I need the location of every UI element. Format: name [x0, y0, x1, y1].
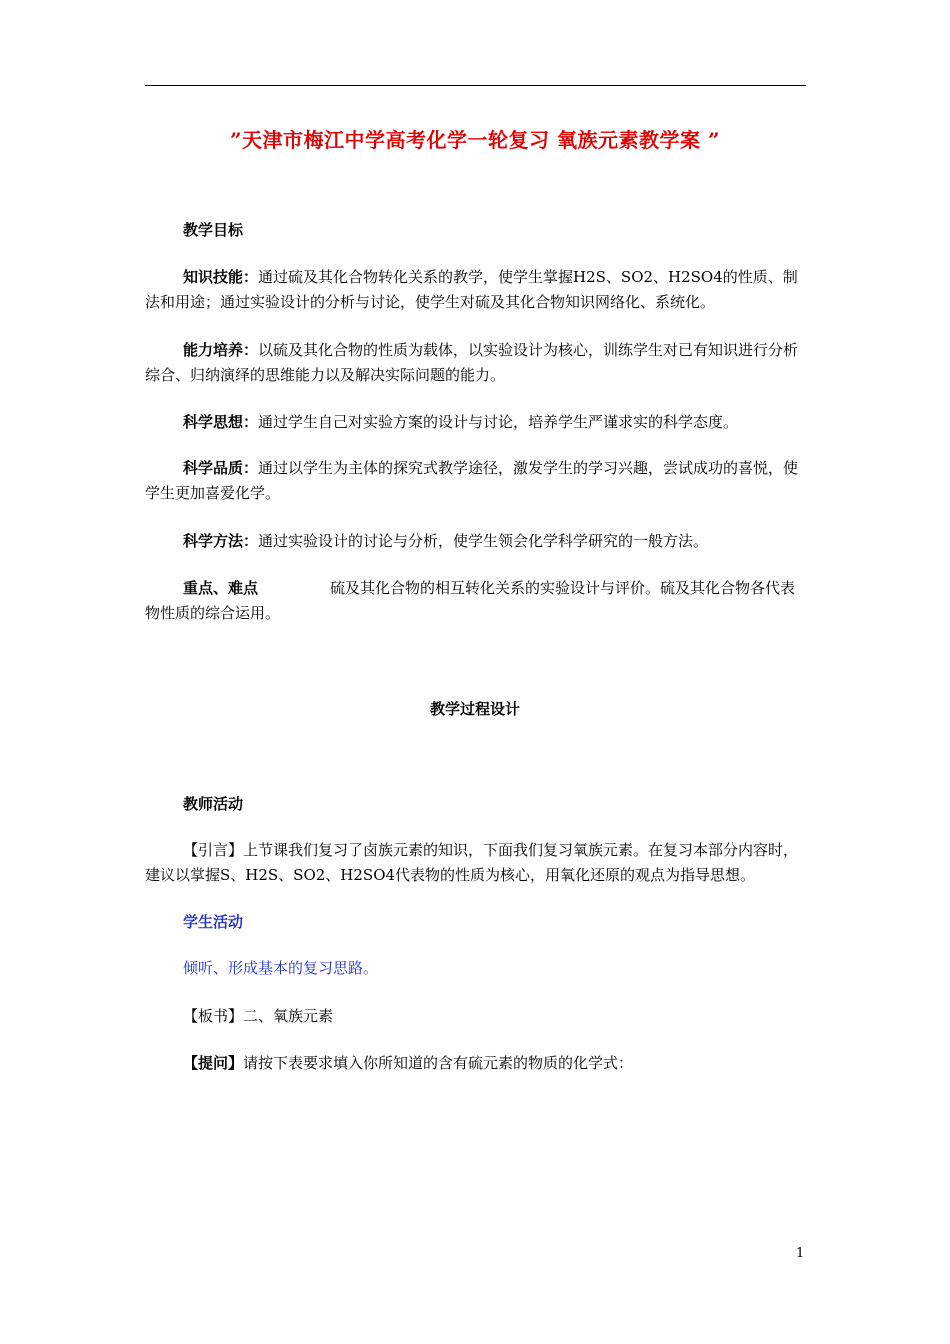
key-points-label: 重点、难点 — [183, 579, 259, 597]
quality-paragraph — [145, 456, 807, 506]
knowledge-label: 知识技能： — [183, 268, 259, 286]
process-heading: 教学过程设计 — [429, 700, 520, 718]
thinking-paragraph — [145, 410, 807, 435]
teacher-heading: 教师活动 — [183, 795, 244, 813]
ability-paragraph — [145, 338, 807, 388]
key-points-text: 硫及其化合物的相互转化关系的实验设计与评价。硫及其化合物各代表物性质的综合运用。 — [145, 579, 796, 622]
key-points-paragraph — [145, 576, 807, 626]
header-rule — [145, 85, 806, 86]
page-number: 1 — [796, 1246, 805, 1261]
quality-text: 通过以学生为主体的探究式教学途径，激发学生的学习兴趣，尝试成功的喜悦，使学生更加喜爱化学。 — [145, 459, 799, 502]
ability-label: 能力培养： — [183, 341, 259, 359]
intro-text: 上节课我们复习了卤族元素的知识，下面我们复习氧族元素。在复习本部分内容时，建议以掌握S、H2S、SO2、H2SO4代表物的性质为核心，用氧化还原的观点为指导思想。 — [145, 841, 799, 884]
question-text: 请按下表要求填入你所知道的含有硫元素的物质的化学式： — [243, 1054, 634, 1072]
method-label: 科学方法： — [183, 532, 259, 550]
student-heading: 学生活动 — [183, 913, 244, 931]
ability-text: 以硫及其化合物的性质为载体，以实验设计为核心，训练学生对已有知识进行分析综合、归纳演绎的思维能力以及解决实际问题的能力。 — [145, 341, 799, 384]
board-paragraph — [145, 1004, 807, 1029]
quality-label: 科学品质： — [183, 459, 259, 477]
thinking-label: 科学思想： — [183, 413, 259, 431]
knowledge-text: 通过硫及其化合物转化关系的教学，使学生掌握H2S、SO2、H2SO4的性质、制法和用途；通过实验设计的分析与讨论，使学生对硫及其化合物知识网络化、系统化。 — [145, 268, 798, 311]
board-text: 二、氧族元素 — [243, 1007, 334, 1025]
thinking-text: 通过学生自己对实验方案的设计与讨论，培养学生严谨求实的科学态度。 — [258, 413, 739, 431]
intro-paragraph — [145, 838, 807, 888]
goals-heading: 教学目标 — [183, 221, 244, 239]
intro-label: 【引言】 — [183, 841, 244, 859]
question-label: 【提问】 — [183, 1054, 244, 1072]
student-text: 倾听、形成基本的复习思路。 — [183, 959, 379, 977]
document-title: ”天津市梅江中学高考化学一轮复习 氧族元素教学案 ” — [230, 128, 720, 152]
method-text: 通过实验设计的讨论与分析，使学生领会化学科学研究的一般方法。 — [258, 532, 709, 550]
method-paragraph — [145, 529, 807, 554]
question-paragraph — [145, 1051, 807, 1076]
knowledge-paragraph — [145, 265, 807, 315]
board-label: 【板书】 — [183, 1007, 244, 1025]
